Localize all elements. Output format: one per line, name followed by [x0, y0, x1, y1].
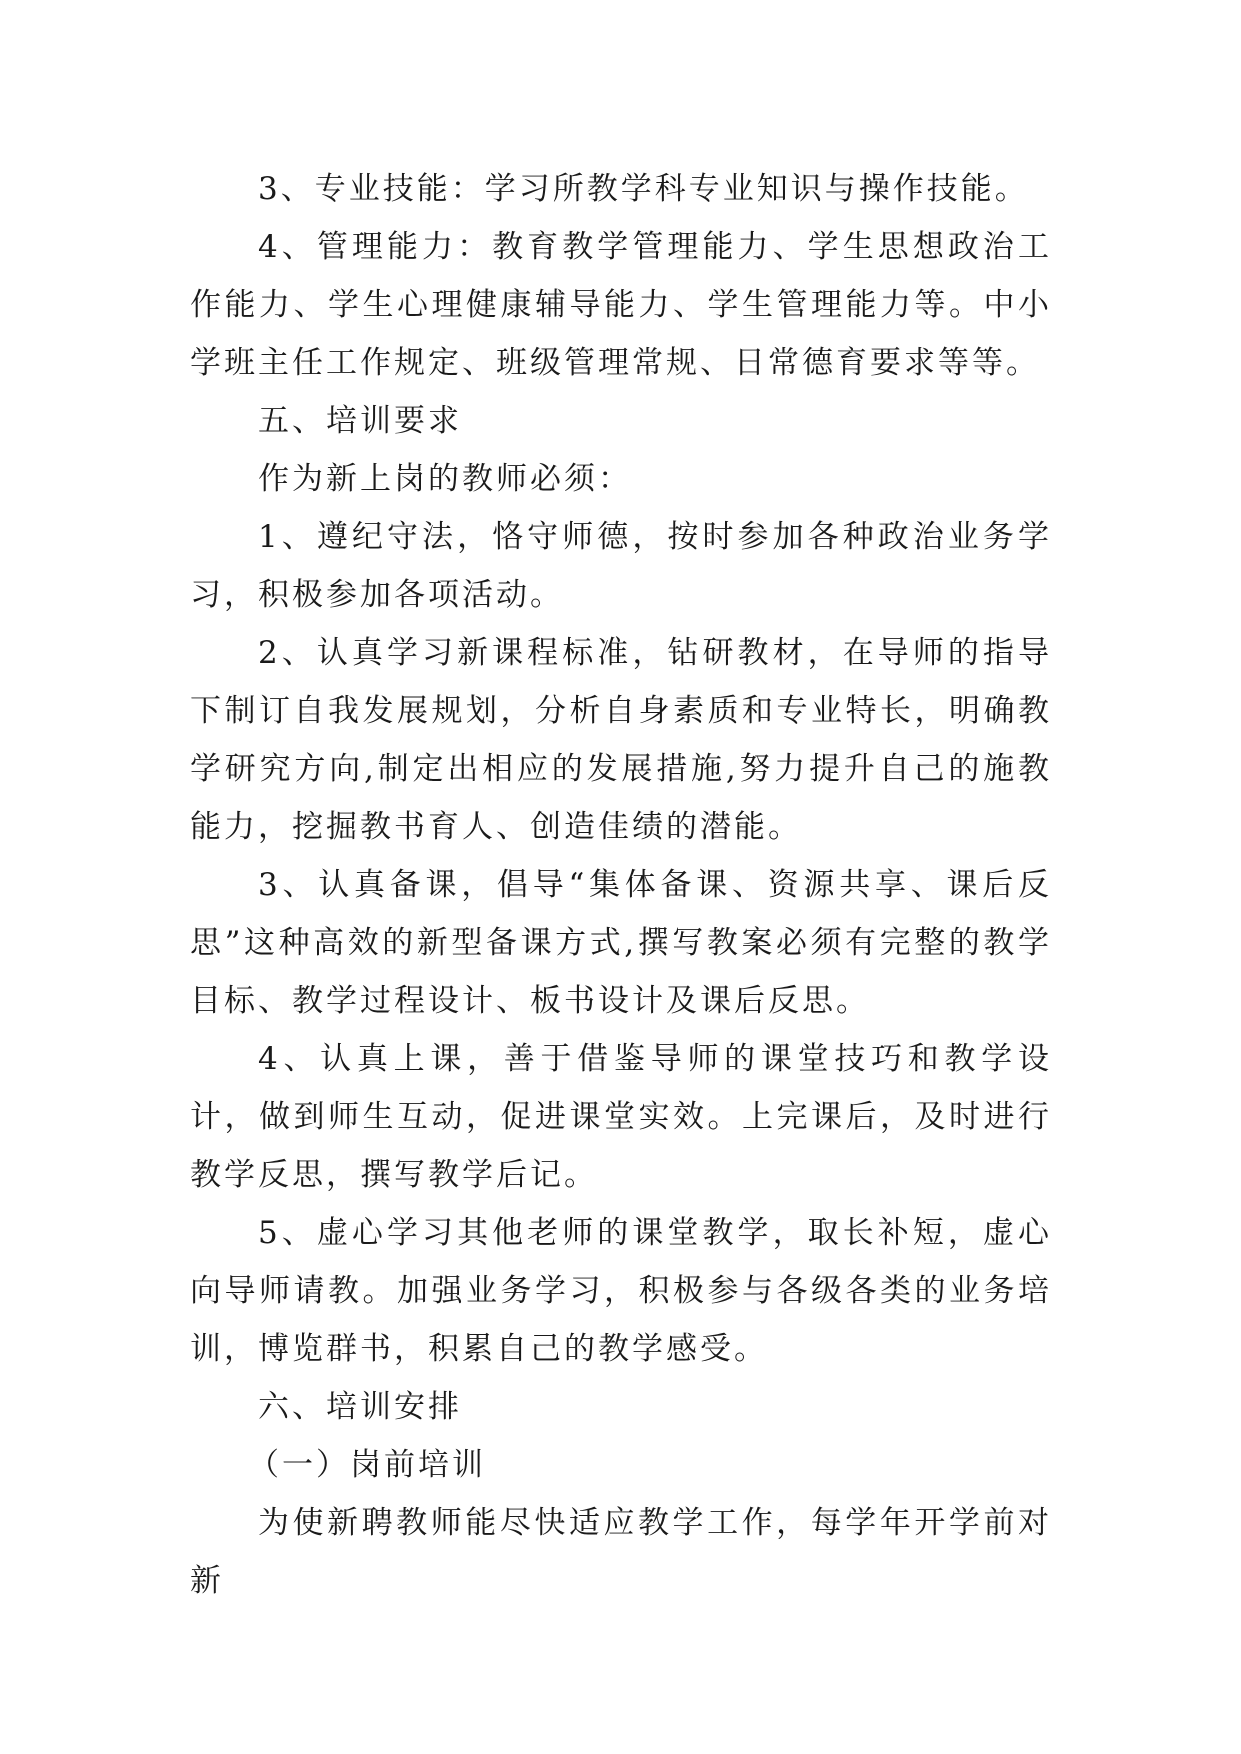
paragraph-management-ability: 4、管理能力：教育教学管理能力、学生思想政治工作能力、学生心理健康辅导能力、学生管理能力等。中小学班主任工作规定、班级管理常规、日常德育要求等等。 — [190, 229, 1052, 381]
subsection-heading-pre-job-training: （一）岗前培训 — [248, 1447, 486, 1483]
paragraph-requirement-1: 1、遵纪守法，恪守师德，按时参加各种政治业务学习，积极参加各项活动。 — [190, 519, 1052, 613]
paragraph-requirement-2: 2、认真学习新课程标准，钻研教材，在导师的指导下制订自我发展规划，分析自身素质和专业特长，明确教学研究方向,制定出相应的发展措施,努力提升自己的施教能力，挖掘教书育人、创造佳绩的潜能。 — [190, 635, 1052, 845]
paragraph-requirement-5: 5、虚心学习其他老师的课堂教学，取长补短，虚心向导师请教。加强业务学习，积极参与各级各类的业务培训，博览群书，积累自己的教学感受。 — [190, 1215, 1052, 1367]
paragraph-pre-job-training: 为使新聘教师能尽快适应教学工作，每学年开学前对新 — [190, 1505, 1052, 1599]
section-heading-training-requirements: 五、培训要求 — [258, 403, 462, 439]
paragraph-professional-skills: 3、专业技能：学习所教学科专业知识与操作技能。 — [258, 171, 1029, 207]
section-heading-training-arrangement: 六、培训安排 — [258, 1389, 462, 1425]
paragraph-requirement-4: 4、认真上课，善于借鉴导师的课堂技巧和教学设计，做到师生互动，促进课堂实效。上完课后，及时进行教学反思，撰写教学后记。 — [190, 1041, 1052, 1193]
paragraph-requirement-3: 3、认真备课，倡导“集体备课、资源共享、课后反思”这种高效的新型备课方式,撰写教案必须有完整的教学目标、教学过程设计、板书设计及课后反思。 — [190, 867, 1052, 1019]
document-body — [190, 160, 1052, 1610]
paragraph-new-teacher-must: 作为新上岗的教师必须： — [258, 461, 632, 497]
